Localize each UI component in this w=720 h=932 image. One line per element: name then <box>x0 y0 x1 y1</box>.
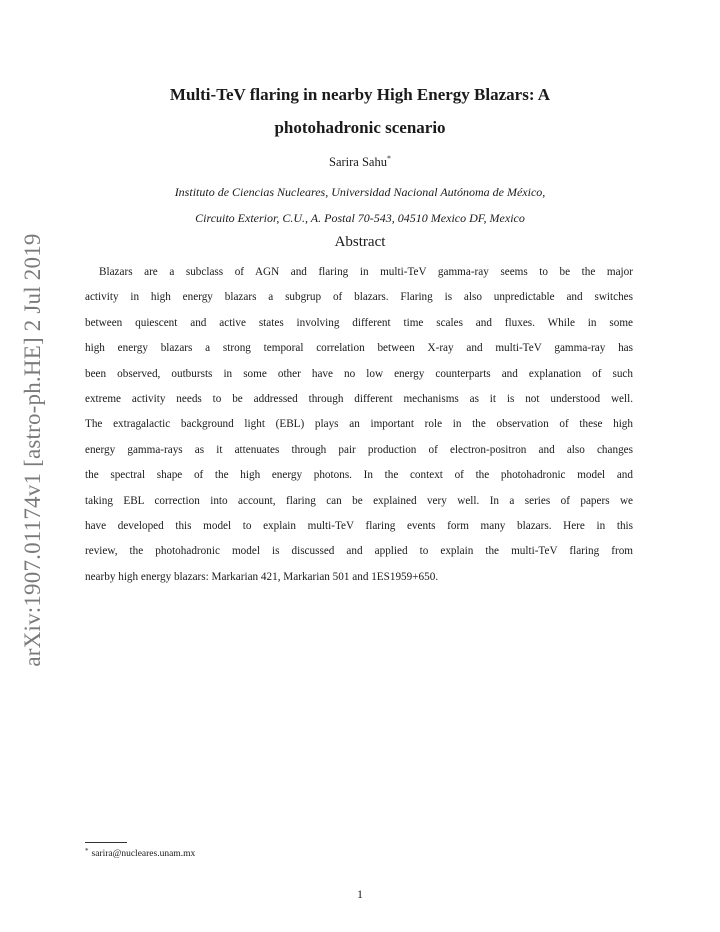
abstract-line: nearby high energy blazars: Markarian 421, Markarian 501 and 1ES1959+650. <box>85 570 439 583</box>
author-footnote-mark: * <box>386 154 391 163</box>
abstract-line: have developed this model to explain multi-TeV flaring events form many blazars. Here in this <box>85 520 633 533</box>
footnote-mark: * <box>85 847 89 855</box>
footnote <box>85 847 195 859</box>
affiliation-line-1: Instituto de Ciencias Nucleares, Universidad Nacional Autónoma de México, <box>174 185 546 199</box>
title-line-2: photohadronic scenario <box>274 118 446 137</box>
paper-title <box>110 78 610 144</box>
abstract-line: activity in high energy blazars a subgrup of blazars. Flaring is also unpredictable and switches <box>85 291 633 304</box>
abstract-line: taking EBL correction into account, flaring can be explained very well. In a series of papers we <box>85 494 633 507</box>
footnote-divider <box>85 842 127 843</box>
author-line <box>0 154 720 170</box>
affiliation-line-2: Circuito Exterior, C.U., A. Postal 70-543, 04510 Mexico DF, Mexico <box>195 211 525 225</box>
page-number: 1 <box>357 887 363 901</box>
footnote-email: sarira@nucleares.unam.mx <box>91 849 196 859</box>
arxiv-identifier: arXiv:1907.01174v1 [astro-ph.HE] 2 Jul 2019 <box>20 233 45 667</box>
abstract-line: high energy blazars a strong temporal correlation between X-ray and multi-TeV gamma-ray has <box>85 342 633 355</box>
abstract-heading: Abstract <box>334 234 386 250</box>
abstract-line: The extragalactic background light (EBL) plays an important role in the observation of these high <box>85 418 633 431</box>
abstract-line: been observed, outbursts in some other have no low energy counterparts and explanation of such <box>85 367 633 380</box>
abstract-body <box>85 260 633 590</box>
abstract-line: extreme activity needs to be addressed through different mechanisms as it is not understood well. <box>85 393 633 406</box>
abstract-line: review, the photohadronic model is discussed and applied to explain the multi-TeV flaring from <box>85 545 633 558</box>
abstract-line: the spectral shape of the high energy photons. In the context of the photohadronic model and <box>85 469 633 482</box>
abstract-line: energy gamma-rays as it attenuates through pair production of electron-positron and also changes <box>85 443 633 456</box>
abstract-line: Blazars are a subclass of AGN and flaring in multi-TeV gamma-ray seems to be the major <box>99 266 633 278</box>
title-line-1: Multi-TeV flaring in nearby High Energy Blazars: A <box>169 85 551 104</box>
author-name: Sarira Sahu <box>329 155 387 169</box>
affiliation <box>0 179 720 231</box>
abstract-line: between quiescent and active states involving different time scales and fluxes. While in some <box>85 316 633 329</box>
